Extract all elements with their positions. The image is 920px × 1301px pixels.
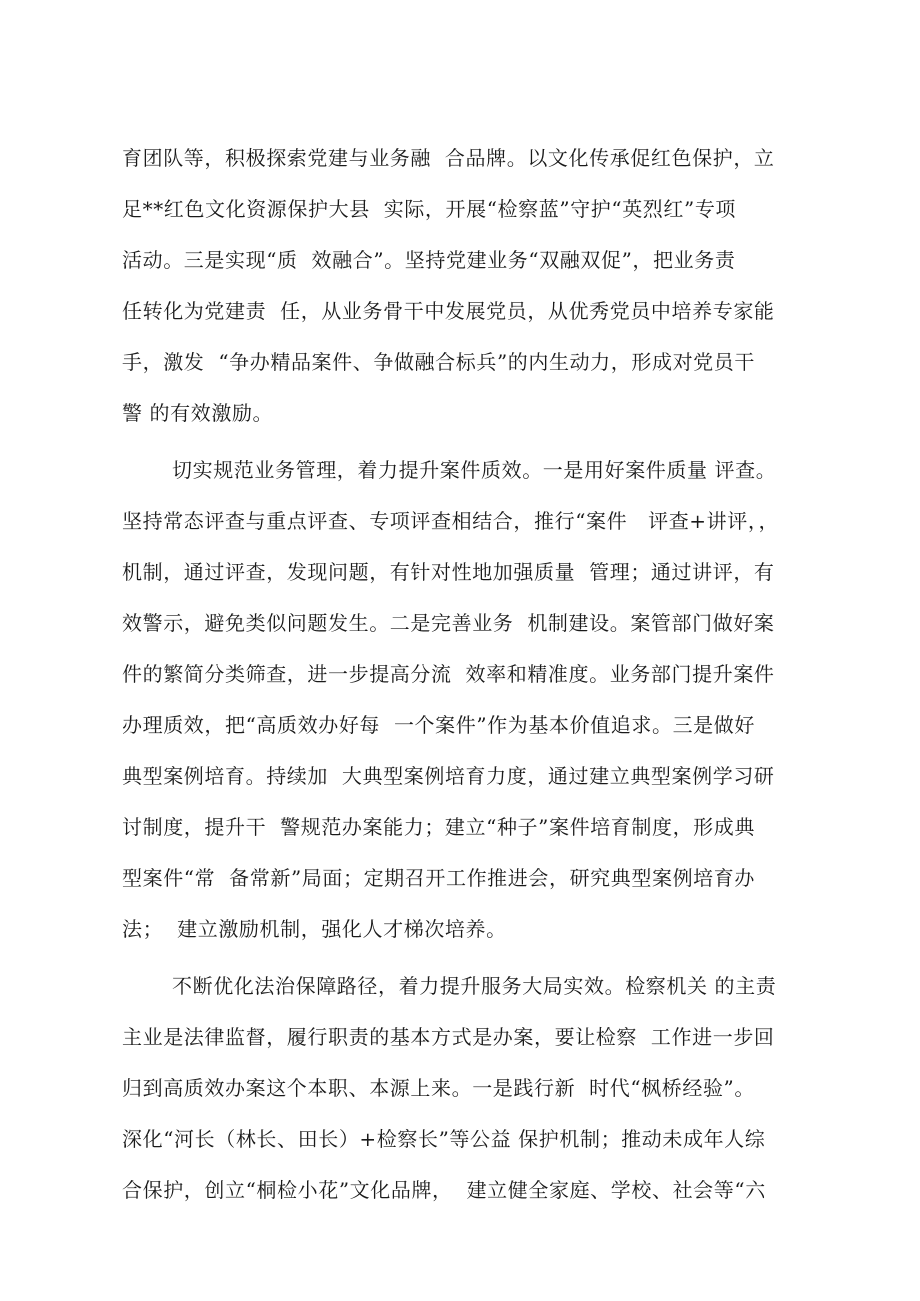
text-line: 足**红色文化资源保护大县 实际，开展“检察蓝”守护“英烈红”专项 (122, 197, 737, 221)
text-line: 归到高质效办案这个本职、本源上来。一是践行新 时代“枫桥经验”。 (122, 1076, 755, 1100)
text-line: 合保护，创立“桐检小花”文化品牌， 建立健全家庭、学校、社会等“六 (122, 1178, 766, 1202)
text-line: 坚持常态评查与重点评查、专项评查相结合，推行“案件 评查+讲评，， (122, 509, 780, 533)
text-line: 典型案例培育。持续加 大典型案例培育力度，通过建立典型案例学习研 (122, 764, 775, 788)
text-line: 育团队等，积极探索党建与业务融 合品牌。以文化传承促红色保护，立 (122, 146, 775, 170)
text-line: 型案件“常 备常新”局面；定期召开工作推进会，研究典型案例培育办 (122, 866, 755, 890)
text-line: 效警示，避免类似问题发生。二是完善业务 机制建设。案管部门做好案 (122, 611, 775, 635)
text-line: 办理质效，把“高质效办好每 一个案件”作为基本价值追求。三是做好 (122, 713, 755, 737)
text-line: 任转化为党建责 任，从业务骨干中发展党员，从优秀党员中培养专家能 (122, 299, 775, 323)
text-line: 件的繁简分类筛查，进一步提高分流 效率和精准度。业务部门提升案件 (122, 662, 775, 686)
text-line: 深化“河长（林长、田长）+检察长”等公益 保护机制；推动未成年人综 (122, 1127, 766, 1151)
text-line: 活动。三是实现“质 效融合”。坚持党建业务“双融双促”，把业务责 (122, 248, 736, 272)
text-line: 讨制度，提升干 警规范办案能力；建立“种子”案件培育制度，形成典 (122, 815, 755, 839)
text-line: 法； 建立激励机制，强化人才梯次培养。 (122, 917, 507, 941)
text-line: 警 的有效激励。 (122, 401, 274, 425)
paragraph-start-line: 切实规范业务管理，着力提升案件质效。一是用好案件质量 评查。 (172, 458, 777, 482)
text-line: 主业是法律监督，履行职责的基本方式是办案，要让检察 工作进一步回 (122, 1025, 775, 1049)
paragraph-start-line: 不断优化法治保障路径，着力提升服务大局实效。检察机关 的主责 (172, 974, 777, 998)
text-line: 手，激发 “争办精品案件、争做融合标兵”的内生动力，形成对党员干 (122, 350, 755, 374)
text-line: 机制，通过评查，发现问题，有针对性地加强质量 管理；通过讲评，有 (122, 560, 775, 584)
